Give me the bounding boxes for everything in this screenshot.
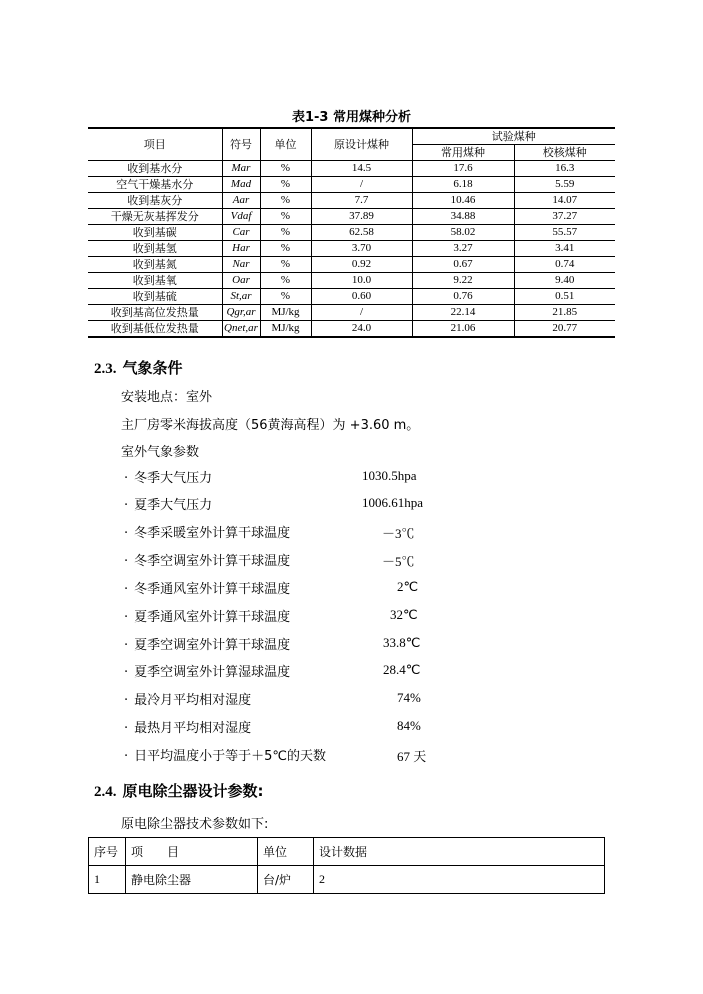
- cell-common: 21.06: [412, 321, 514, 338]
- cell-item: 收到基硫: [88, 289, 222, 305]
- table-cell: 静电除尘器: [126, 866, 258, 894]
- param-value: 84%: [397, 718, 421, 733]
- elevation-text: 主厂房零米海拔高度（56黄海高程）为 +3.60 m。: [121, 418, 420, 433]
- cell-item: 空气干燥基水分: [88, 177, 222, 193]
- bullet: ·: [124, 721, 129, 736]
- weather-param: [124, 689, 251, 708]
- header-cell: 设计数据: [314, 838, 605, 866]
- cell-common: 0.67: [412, 257, 514, 273]
- cell-item: 收到基氢: [88, 241, 222, 257]
- table-row: [88, 321, 615, 338]
- param-label: 日平均温度小于等于＋5℃的天数: [134, 749, 327, 764]
- cell-check: 9.40: [514, 273, 615, 289]
- cell-symbol: Qgr,ar: [222, 305, 260, 321]
- bullet: ·: [124, 554, 129, 569]
- cell-original: 37.89: [311, 209, 412, 225]
- cell-unit: %: [260, 225, 311, 241]
- header-common: 常用煤种: [412, 145, 514, 161]
- cell-unit: %: [260, 161, 311, 177]
- weather-param: [124, 494, 212, 513]
- install-location: 安装地点：室外: [121, 390, 213, 405]
- cell-original: /: [311, 305, 412, 321]
- cell-original: 7.7: [311, 193, 412, 209]
- cell-common: 22.14: [412, 305, 514, 321]
- cell-common: 9.22: [412, 273, 514, 289]
- param-label: 冬季通风室外计算干球温度: [134, 582, 291, 597]
- cell-symbol: Qnet,ar: [222, 321, 260, 338]
- cell-original: 10.0: [311, 273, 412, 289]
- param-label: 最热月平均相对湿度: [134, 721, 252, 736]
- param-value: 1030.5hpa: [362, 468, 417, 483]
- cell-original: 24.0: [311, 321, 412, 338]
- bullet: ·: [124, 526, 129, 541]
- table-cell: 2: [314, 866, 605, 894]
- cell-symbol: Car: [222, 225, 260, 241]
- cell-check: 5.59: [514, 177, 615, 193]
- section-2-4-heading: [94, 780, 264, 801]
- cell-symbol: Vdaf: [222, 209, 260, 225]
- cell-symbol: Mad: [222, 177, 260, 193]
- table-row: [88, 193, 615, 209]
- param-label: 冬季采暖室外计算干球温度: [134, 526, 291, 541]
- cell-item: 收到基高位发热量: [88, 305, 222, 321]
- param-label: 最冷月平均相对湿度: [134, 693, 252, 708]
- section-number: 2.4.: [94, 784, 117, 800]
- cell-unit: %: [260, 193, 311, 209]
- param-value: 32℃: [390, 607, 418, 622]
- cell-common: 0.76: [412, 289, 514, 305]
- cell-check: 0.51: [514, 289, 615, 305]
- bullet: ·: [124, 749, 129, 764]
- cell-check: 16.3: [514, 161, 615, 177]
- cell-symbol: Nar: [222, 257, 260, 273]
- table-title: 表1-3 常用煤种分析: [291, 110, 411, 125]
- param-value: －3℃: [382, 526, 415, 541]
- cell-original: /: [311, 177, 412, 193]
- cell-common: 10.46: [412, 193, 514, 209]
- bullet: ·: [124, 665, 129, 680]
- table-row: [88, 177, 615, 193]
- params-title: 室外气象参数: [121, 445, 200, 460]
- table-cell: 1: [89, 866, 126, 894]
- param-value: 1006.61hpa: [362, 495, 424, 510]
- cell-common: 6.18: [412, 177, 514, 193]
- bullet: ·: [124, 471, 129, 486]
- header-check: 校核煤种: [514, 145, 615, 161]
- section-number: 2.3.: [94, 361, 117, 377]
- table-row: [88, 225, 615, 241]
- cell-check: 55.57: [514, 225, 615, 241]
- cell-symbol: St,ar: [222, 289, 260, 305]
- cell-unit: %: [260, 241, 311, 257]
- cell-symbol: Oar: [222, 273, 260, 289]
- cell-check: 37.27: [514, 209, 615, 225]
- cell-item: 收到基低位发热量: [88, 321, 222, 338]
- cell-item: 收到基碳: [88, 225, 222, 241]
- param-label: 夏季大气压力: [134, 498, 213, 513]
- cell-unit: %: [260, 289, 311, 305]
- cell-original: 62.58: [311, 225, 412, 241]
- cell-check: 20.77: [514, 321, 615, 338]
- section-title: 气象条件: [122, 359, 183, 377]
- weather-param: [124, 606, 290, 625]
- header-cell: 单位: [258, 838, 314, 866]
- header-unit: 单位: [260, 128, 311, 161]
- table-header-row: [89, 838, 605, 866]
- section-title: 原电除尘器设计参数:: [122, 782, 264, 800]
- header-original: 原设计煤种: [311, 128, 412, 161]
- cell-common: 3.27: [412, 241, 514, 257]
- weather-param: [124, 522, 290, 541]
- bullet: ·: [124, 498, 129, 513]
- header-cell: 序号: [89, 838, 126, 866]
- param-value: 74%: [397, 690, 421, 705]
- table-row: [88, 289, 615, 305]
- param-label: 夏季通风室外计算干球温度: [134, 610, 291, 625]
- table-row: [88, 161, 615, 177]
- cell-common: 58.02: [412, 225, 514, 241]
- table-cell: 台/炉: [258, 866, 314, 894]
- bullet: ·: [124, 638, 129, 653]
- weather-param: [124, 745, 326, 764]
- cell-original: 0.60: [311, 289, 412, 305]
- table-row: [88, 209, 615, 225]
- weather-param: [124, 717, 251, 736]
- param-value: －5℃: [382, 554, 415, 569]
- cell-check: 0.74: [514, 257, 615, 273]
- param-label: 夏季空调室外计算干球温度: [134, 638, 291, 653]
- bullet: ·: [124, 610, 129, 625]
- table-row: [88, 305, 615, 321]
- cell-common: 34.88: [412, 209, 514, 225]
- cell-item: 收到基氧: [88, 273, 222, 289]
- header-symbol: 符号: [222, 128, 260, 161]
- weather-param: [124, 661, 290, 680]
- header-test-group: 试验煤种: [412, 128, 615, 145]
- weather-param: [124, 578, 290, 597]
- param-label: 冬季大气压力: [134, 471, 213, 486]
- table-row: [88, 257, 615, 273]
- weather-param: [124, 467, 212, 486]
- header-item: 项目: [88, 128, 222, 161]
- esp-intro: 原电除尘器技术参数如下:: [121, 817, 269, 832]
- param-value: 2℃: [397, 579, 419, 594]
- param-value: 67 天: [397, 749, 427, 764]
- param-label: 夏季空调室外计算湿球温度: [134, 665, 291, 680]
- cell-item: 收到基水分: [88, 161, 222, 177]
- cell-original: 0.92: [311, 257, 412, 273]
- param-value: 33.8℃: [383, 635, 421, 650]
- cell-symbol: Mar: [222, 161, 260, 177]
- cell-item: 干燥无灰基挥发分: [88, 209, 222, 225]
- cell-check: 14.07: [514, 193, 615, 209]
- cell-unit: %: [260, 273, 311, 289]
- bullet: ·: [124, 582, 129, 597]
- cell-item: 收到基灰分: [88, 193, 222, 209]
- weather-param: [124, 550, 290, 569]
- cell-unit: %: [260, 257, 311, 273]
- cell-original: 14.5: [311, 161, 412, 177]
- param-value: 28.4℃: [383, 662, 421, 677]
- table-row: [88, 241, 615, 257]
- cell-common: 17.6: [412, 161, 514, 177]
- table-row: [89, 866, 605, 894]
- header-cell: 项 目: [126, 838, 258, 866]
- cell-symbol: Aar: [222, 193, 260, 209]
- cell-unit: MJ/kg: [260, 305, 311, 321]
- weather-param: [124, 634, 290, 653]
- cell-unit: MJ/kg: [260, 321, 311, 338]
- cell-unit: %: [260, 209, 311, 225]
- cell-check: 3.41: [514, 241, 615, 257]
- cell-original: 3.70: [311, 241, 412, 257]
- cell-item: 收到基氮: [88, 257, 222, 273]
- cell-unit: %: [260, 177, 311, 193]
- cell-check: 21.85: [514, 305, 615, 321]
- table-row: [88, 273, 615, 289]
- param-label: 冬季空调室外计算干球温度: [134, 554, 291, 569]
- bullet: ·: [124, 693, 129, 708]
- coal-analysis-table: [88, 127, 615, 338]
- esp-params-table: [88, 837, 605, 894]
- section-2-3-heading: [94, 357, 183, 378]
- cell-symbol: Har: [222, 241, 260, 257]
